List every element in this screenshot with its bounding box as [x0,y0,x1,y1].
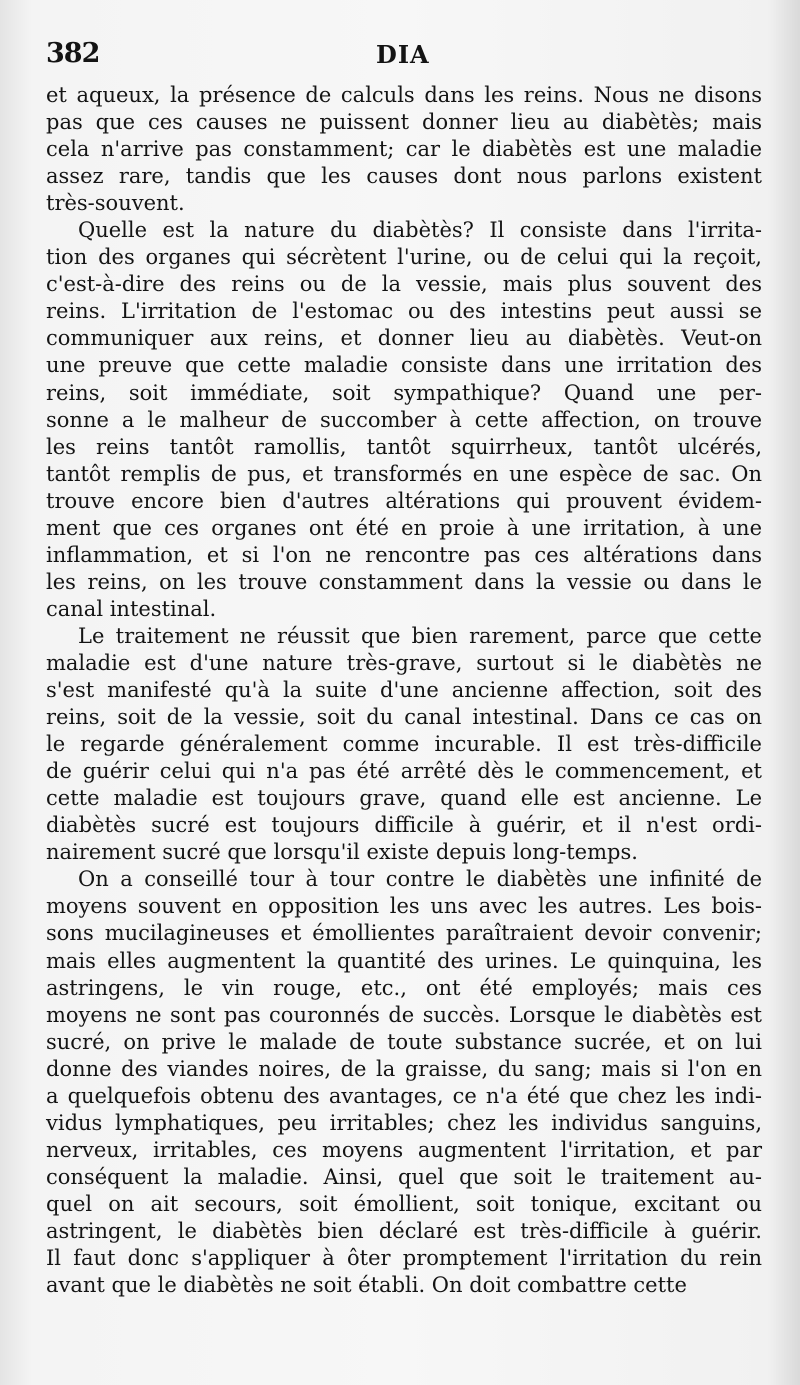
text-line: mais elles augmentent la quantité des urines. Le quinquina, les [46,948,762,973]
text-line: On a conseillé tour à tour contre le diabètès une infinité de [78,867,762,892]
text-line: les reins, on les trouve constamment dans la vessie ou dans le [46,569,762,594]
text-line: cette maladie est toujours grave, quand elle est ancienne. Le [46,786,762,811]
page-header [46,32,762,82]
text-line: sonne a le malheur de succomber à cette affection, on trouve [46,407,762,432]
text-line: avant que le diabètès ne soit établi. On doit combattre cette [46,1273,687,1298]
text-line: maladie est d'une nature très-grave, surtout si le diabètès ne [46,650,762,675]
text-line: de guérir celui qui n'a pas été arrêté dès le commencement, et [46,759,762,784]
text-line: reins. L'irritation de l'estomac ou des intestins peut aussi se [46,299,762,324]
text-line: les reins tantôt ramollis, tantôt squirrheux, tantôt ulcérés, [46,434,762,459]
running-head: DIA [376,40,430,69]
text-line: astringens, le vin rouge, etc., ont été employés; mais ces [46,975,762,1000]
text-line: donne des viandes noires, de la graisse, du sang; mais si l'on en [46,1056,762,1081]
text-line: s'est manifesté qu'à la suite d'une ancienne affection, soit des [46,678,762,703]
text-line: tantôt remplis de pus, et transformés en une espèce de sac. On [46,461,762,486]
text-line: tion des organes qui sécrètent l'urine, ou de celui qui la reçoit, [46,245,762,270]
text-line: Il faut donc s'appliquer à ôter promptement l'irritation du rein [46,1246,762,1271]
text-line: et aqueux, la présence de calculs dans les reins. Nous ne disons [46,83,762,107]
text-line: cela n'arrive pas constamment; car le diabètès est une maladie [46,137,762,162]
text-line: nairement sucré que lorsqu'il existe depuis long-temps. [46,840,638,865]
text-line: quel on ait secours, soit émollient, soit tonique, excitant ou [46,1191,762,1216]
paragraph [46,866,762,1299]
text-line: reins, soit immédiate, soit sympathique? Quand une per- [46,380,762,405]
text-line: conséquent la maladie. Ainsi, quel que soit le traitement au- [46,1164,762,1189]
text-line: diabètès sucré est toujours difficile à guérir, et il n'est ordi- [46,813,762,838]
text-line: canal intestinal. [46,596,217,621]
paragraph [46,217,762,623]
body-text [46,82,762,1299]
text-line: moyens souvent en opposition les uns avec les autres. Les bois- [46,894,762,919]
text-line: communiquer aux reins, et donner lieu au diabètès. Veut-on [46,326,762,351]
text-line: Quelle est la nature du diabètès? Il consiste dans l'irrita- [78,218,762,243]
text-line: pas que ces causes ne puissent donner lieu au diabètès; mais [46,110,762,135]
text-line: reins, soit de la vessie, soit du canal intestinal. Dans ce cas on [46,705,762,730]
text-line: inflammation, et si l'on ne rencontre pas ces altérations dans [46,542,762,567]
text-line: a quelquefois obtenu des avantages, ce n'a été que chez les indi- [46,1083,762,1108]
text-line: assez rare, tandis que les causes dont nous parlons existent [46,164,762,189]
page-number: 382 [46,38,100,69]
text-line: une preuve que cette maladie consiste dans une irritation des [46,353,762,378]
text-line: sucré, on prive le malade de toute substance sucrée, et on lui [46,1029,762,1054]
text-line: vidus lymphatiques, peu irritables; chez les individus sanguins, [46,1110,762,1135]
text-line: nerveux, irritables, ces moyens augmentent l'irritation, et par [46,1137,762,1162]
text-line: très-souvent. [46,191,185,216]
text-line: astringent, le diabètès bien déclaré est très-difficile à guérir. [46,1218,762,1243]
text-line: ment que ces organes ont été en proie à une irritation, à une [46,515,762,540]
text-line: le regarde généralement comme incurable. Il est très-difficile [46,732,762,757]
text-line: Le traitement ne réussit que bien rarement, parce que cette [78,623,762,648]
paragraph [46,82,762,217]
text-line: trouve encore bien d'autres altérations qui prouvent évidem- [46,488,762,513]
text-line: c'est-à-dire des reins ou de la vessie, mais plus souvent des [46,272,762,297]
paragraph [46,623,762,866]
text-line: moyens ne sont pas couronnés de succès. Lorsque le diabètès est [46,1002,762,1027]
text-line: sons mucilagineuses et émollientes paraîtraient devoir convenir; [46,921,762,946]
